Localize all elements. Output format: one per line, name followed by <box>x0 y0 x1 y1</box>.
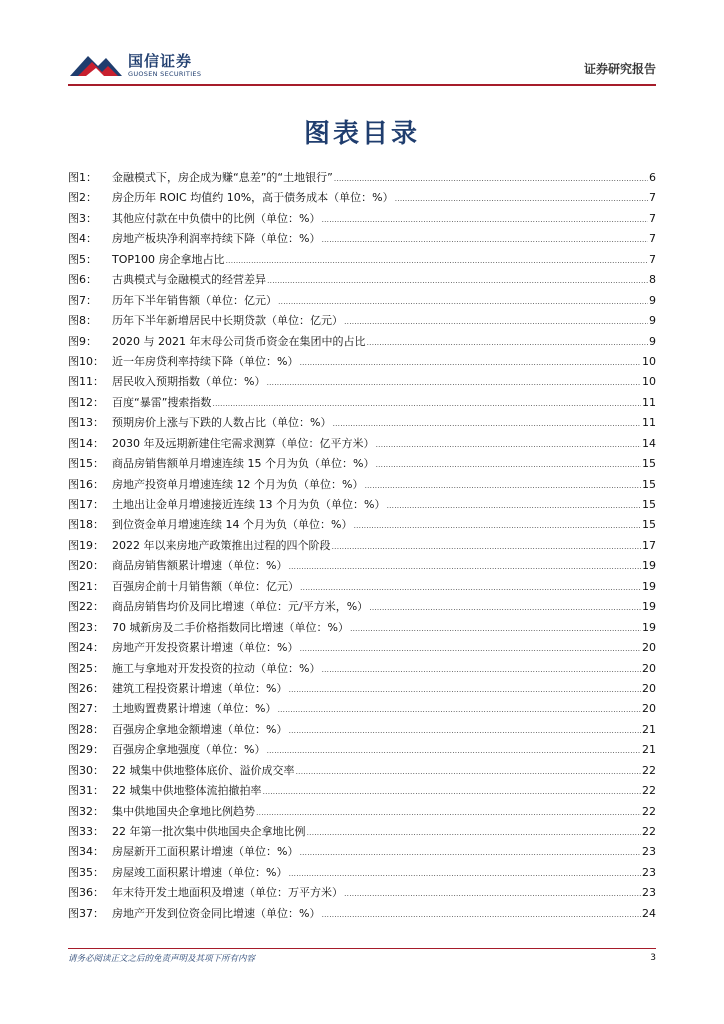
toc-dot-leader <box>334 168 648 189</box>
toc-entry-page: 21 <box>642 722 656 736</box>
toc-dot-leader <box>386 495 641 516</box>
toc-entry-page: 10 <box>642 354 656 368</box>
toc-dot-leader <box>321 904 641 925</box>
toc-entry[interactable] <box>68 842 656 862</box>
toc-entry[interactable] <box>68 618 656 638</box>
toc-entry-title: 商品房销售均价及同比增速（单位：元/平方米，%） <box>112 600 369 614</box>
toc-entry[interactable] <box>68 250 656 270</box>
toc-entry-title: 百强房企前十月销售额（单位：亿元） <box>112 579 299 593</box>
toc-dot-leader <box>375 454 641 475</box>
toc-dot-leader <box>321 659 641 680</box>
toc-dot-leader <box>266 372 641 393</box>
toc-entry-title: 近一年房贷利率持续下降（单位：%） <box>112 354 299 368</box>
toc-entry-title: 历年下半年销售额（单位：亿元） <box>112 293 277 307</box>
toc-entry-title: 房地产开发投资累计增速（单位：%） <box>112 641 299 655</box>
toc-entry[interactable] <box>68 434 656 454</box>
toc-entry-number: 图33： <box>68 825 104 838</box>
toc-entry[interactable] <box>68 822 656 842</box>
toc-dot-leader <box>321 229 648 250</box>
page-number: 3 <box>650 953 656 963</box>
toc-entry-page: 24 <box>642 906 656 920</box>
toc-entry[interactable] <box>68 454 656 474</box>
toc-entry-title: TOP100 房企拿地占比 <box>112 252 225 266</box>
toc-entry-page: 15 <box>642 498 656 511</box>
toc-entry-number: 图6： <box>68 273 97 287</box>
toc-entry-number: 图25： <box>68 661 104 675</box>
toc-dot-leader <box>332 536 642 557</box>
toc-dot-leader <box>212 393 641 414</box>
toc-entry-number: 图26： <box>68 681 104 695</box>
toc-entry-page: 9 <box>649 334 656 348</box>
toc-entry-number: 图2： <box>68 191 97 205</box>
logo-chinese-name: 国信证券 <box>128 52 193 70</box>
toc-entry-number: 图29： <box>68 743 104 757</box>
toc-entry-title: 22 城集中供地整体底价、溢价成交率 <box>112 763 295 777</box>
toc-dot-leader <box>332 413 641 434</box>
toc-dot-leader <box>299 352 641 373</box>
toc-dot-leader <box>395 188 648 209</box>
toc-entry-title: 22 城集中供地整体流拍撤拍率 <box>112 784 262 798</box>
page-header <box>68 48 656 84</box>
toc-entry[interactable] <box>68 475 656 495</box>
toc-entry-number: 图28： <box>68 722 104 736</box>
toc-entry-number: 图15： <box>68 457 104 471</box>
toc-entry-title: 百度“暴雷”搜索指数 <box>112 395 212 409</box>
toc-entry-number: 图34： <box>68 845 104 859</box>
toc-entry-title: 其他应付款在中负债中的比例（单位：%） <box>112 211 321 225</box>
toc-entry-number: 图20： <box>68 559 104 573</box>
toc-entry-title: 施工与拿地对开发投资的拉动（单位：%） <box>112 661 321 675</box>
toc-dot-leader <box>263 781 642 802</box>
toc-entry[interactable] <box>68 781 656 801</box>
toc-dot-leader <box>369 597 641 618</box>
toc-entry-title: 2030 年及远期新建住宅需求测算（单位：亿平方米） <box>112 436 375 450</box>
toc-entry-number: 图37： <box>68 906 104 920</box>
toc-entry-page: 9 <box>649 314 656 328</box>
toc-entry-page: 7 <box>649 232 656 246</box>
toc-entry-page: 9 <box>649 293 656 307</box>
toc-entry-number: 图8： <box>68 314 97 328</box>
toc-dot-leader <box>307 822 642 843</box>
footer-divider <box>68 948 656 949</box>
toc-dot-leader <box>266 740 641 761</box>
toc-entry-page: 11 <box>642 395 656 409</box>
toc-entry-title: 2020 与 2021 年末母公司货币资金在集团中的占比 <box>112 334 366 348</box>
toc-dot-leader <box>288 556 641 577</box>
toc-entry-number: 图23： <box>68 620 104 634</box>
toc-entry-number: 图12： <box>68 395 104 409</box>
toc-entry-title: 居民收入预期指数（单位：%） <box>112 375 266 389</box>
toc-entry-title: 房屋竣工面积累计增速（单位：%） <box>112 865 288 879</box>
toc-entry-title: 土地出让金单月增速接近连续 13 个月为负（单位：%） <box>112 498 386 511</box>
toc-dot-leader <box>300 577 641 598</box>
toc-dot-leader <box>376 434 642 455</box>
toc-entry[interactable] <box>68 740 656 760</box>
toc-entry-number: 图11： <box>68 375 104 389</box>
disclaimer-note: 请务必阅读正文之后的免责声明及其项下所有内容 <box>68 954 256 964</box>
toc-dot-leader <box>288 863 641 884</box>
toc-entry-page: 20 <box>642 702 656 716</box>
toc-entry-page: 22 <box>642 825 656 838</box>
logo-english-name: GUOSEN SECURITIES <box>128 70 202 78</box>
toc-entry-title: 金融模式下，房企成为赚“息差”的“土地银行” <box>112 171 333 184</box>
page-title: 图表目录 <box>303 119 420 149</box>
toc-entry-number: 图10： <box>68 354 104 368</box>
toc-entry-page: 19 <box>642 559 656 573</box>
toc-entry-number: 图16： <box>68 477 104 491</box>
toc-entry-title: 70 城新房及二手价格指数同比增速（单位：%） <box>112 620 349 634</box>
toc-entry-page: 22 <box>642 784 656 798</box>
toc-dot-leader <box>278 291 648 312</box>
toc-entry-page: 7 <box>649 191 656 205</box>
toc-entry-page: 6 <box>649 171 656 184</box>
toc-entry[interactable] <box>68 393 656 413</box>
toc-entry-page: 19 <box>642 620 656 634</box>
toc-entry-page: 14 <box>642 436 656 450</box>
toc-entry-number: 图1： <box>68 171 97 184</box>
toc-entry[interactable] <box>68 372 656 392</box>
toc-entry[interactable] <box>68 311 656 331</box>
toc-entry-title: 房地产板块净利润率持续下降（单位：%） <box>112 232 321 246</box>
toc-entry-number: 图13： <box>68 416 104 430</box>
toc-entry-number: 图18： <box>68 518 104 532</box>
guosen-logo <box>68 48 268 84</box>
toc-entry-page: 7 <box>649 252 656 266</box>
toc-entry-title: 土地购置费累计增速（单位：%） <box>112 702 277 716</box>
toc-entry-page: 22 <box>642 804 656 818</box>
toc-entry-title: 集中供地国央企拿地比例趋势 <box>112 804 255 818</box>
toc-entry-page: 15 <box>642 457 656 471</box>
toc-entry-title: 房企历年 ROIC 均值约 10%，高于债务成本（单位：%） <box>112 191 394 205</box>
toc-entry[interactable] <box>68 659 656 679</box>
toc-entry-number: 图22： <box>68 600 104 614</box>
toc-entry-title: 22 年第一批次集中供地国央企拿地比例 <box>112 825 306 838</box>
figure-table-of-contents <box>68 168 656 924</box>
toc-dot-leader <box>226 250 648 271</box>
toc-entry-number: 图17： <box>68 498 104 511</box>
toc-entry[interactable] <box>68 229 656 249</box>
toc-entry-title: 年末待开发土地面积及增速（单位：万平方米） <box>112 886 343 900</box>
toc-entry-number: 图32： <box>68 804 104 818</box>
toc-entry-number: 图9： <box>68 334 97 348</box>
toc-entry-title: 商品房销售额累计增速（单位：%） <box>112 559 288 573</box>
toc-entry[interactable] <box>68 332 656 352</box>
toc-entry-page: 15 <box>642 518 656 532</box>
toc-entry[interactable] <box>68 883 656 903</box>
toc-dot-leader <box>277 699 641 720</box>
toc-dot-leader <box>353 515 641 536</box>
toc-dot-leader <box>296 761 642 782</box>
toc-entry-title: 历年下半年新增居民中长期贷款（单位：亿元） <box>112 314 343 328</box>
toc-entry[interactable] <box>68 556 656 576</box>
toc-entry-number: 图5： <box>68 252 97 266</box>
toc-entry-title: 建筑工程投资累计增速（单位：%） <box>112 681 288 695</box>
toc-entry-title: 商品房销售额单月增速连续 15 个月为负（单位：%） <box>112 457 375 471</box>
toc-entry[interactable] <box>68 597 656 617</box>
toc-entry-page: 8 <box>649 273 656 287</box>
toc-dot-leader <box>366 332 648 353</box>
toc-entry-page: 22 <box>642 763 656 777</box>
toc-entry-title: 房屋新开工面积累计增速（单位：%） <box>112 845 299 859</box>
toc-entry-page: 23 <box>642 845 656 859</box>
guosen-logo-mark-icon <box>68 50 124 80</box>
toc-entry[interactable] <box>68 188 656 208</box>
toc-entry-title: 房地产开发到位资金同比增速（单位：%） <box>112 906 321 920</box>
toc-entry[interactable] <box>68 638 656 658</box>
toc-entry-title: 百强房企拿地金额增速（单位：%） <box>112 722 288 736</box>
toc-entry-number: 图19： <box>68 538 104 552</box>
toc-entry-number: 图4： <box>68 232 97 246</box>
toc-entry[interactable] <box>68 863 656 883</box>
toc-entry[interactable] <box>68 413 656 433</box>
toc-entry-page: 23 <box>642 865 656 879</box>
toc-entry[interactable] <box>68 761 656 781</box>
toc-entry-page: 19 <box>642 579 656 593</box>
toc-dot-leader <box>344 311 648 332</box>
toc-entry-title: 古典模式与金融模式的经营差异 <box>112 273 266 287</box>
toc-entry[interactable] <box>68 495 656 515</box>
toc-entry-page: 20 <box>642 661 656 675</box>
toc-entry-number: 图31： <box>68 784 104 798</box>
toc-entry-number: 图7： <box>68 293 97 307</box>
toc-entry-page: 19 <box>642 600 656 614</box>
toc-entry[interactable] <box>68 904 656 924</box>
toc-entry[interactable] <box>68 536 656 556</box>
toc-dot-leader <box>299 842 641 863</box>
toc-entry-page: 23 <box>642 886 656 900</box>
toc-dot-leader <box>288 720 641 741</box>
toc-entry-title: 预期房价上涨与下跌的人数占比（单位：%） <box>112 416 332 430</box>
toc-entry-number: 图35： <box>68 865 104 879</box>
toc-entry-number: 图3： <box>68 211 97 225</box>
toc-entry-number: 图30： <box>68 763 104 777</box>
toc-entry-title: 百强房企拿地强度（单位：%） <box>112 743 266 757</box>
toc-entry[interactable] <box>68 679 656 699</box>
toc-entry-page: 17 <box>642 538 656 552</box>
toc-entry-number: 图24： <box>68 641 104 655</box>
toc-entry-page: 15 <box>642 477 656 491</box>
toc-entry-page: 11 <box>642 416 656 430</box>
toc-entry-page: 10 <box>642 375 656 389</box>
toc-entry-page: 20 <box>642 681 656 695</box>
header-divider <box>68 84 656 86</box>
toc-entry-title: 到位资金单月增速连续 14 个月为负（单位：%） <box>112 518 353 532</box>
toc-entry-page: 21 <box>642 743 656 757</box>
toc-entry-number: 图14： <box>68 436 104 450</box>
toc-entry[interactable] <box>68 577 656 597</box>
toc-dot-leader <box>344 883 641 904</box>
toc-entry-number: 图36： <box>68 886 104 900</box>
toc-entry[interactable] <box>68 802 656 822</box>
toc-entry-title: 2022 年以来房地产政策推出过程的四个阶段 <box>112 538 331 552</box>
toc-entry-number: 图21： <box>68 579 104 593</box>
toc-entry[interactable] <box>68 270 656 290</box>
toc-dot-leader <box>288 679 641 700</box>
toc-entry[interactable] <box>68 168 656 188</box>
toc-entry[interactable] <box>68 720 656 740</box>
toc-entry[interactable] <box>68 291 656 311</box>
toc-entry[interactable] <box>68 209 656 229</box>
toc-dot-leader <box>267 270 648 291</box>
toc-dot-leader <box>321 209 648 230</box>
toc-entry-page: 20 <box>642 641 656 655</box>
toc-entry-title: 房地产投资单月增速连续 12 个月为负（单位：%） <box>112 477 364 491</box>
toc-entry-number: 图27： <box>68 702 104 716</box>
toc-dot-leader <box>299 638 641 659</box>
toc-entry[interactable] <box>68 352 656 372</box>
report-type-label: 证券研究报告 <box>583 62 656 76</box>
toc-entry-page: 7 <box>649 211 656 225</box>
toc-entry[interactable] <box>68 515 656 535</box>
toc-dot-leader <box>350 618 641 639</box>
toc-dot-leader <box>256 802 641 823</box>
toc-dot-leader <box>364 475 641 496</box>
toc-entry[interactable] <box>68 699 656 719</box>
